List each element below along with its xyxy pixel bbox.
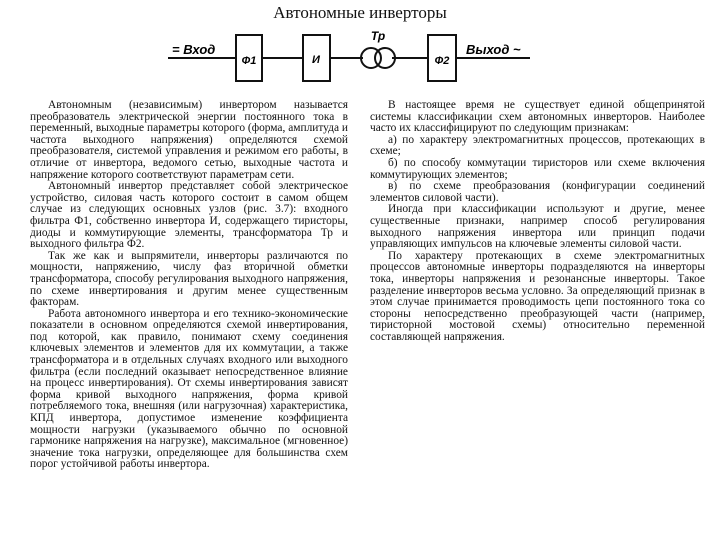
left-paragraph-3: Так же как и выпрямители, инверторы различаются по мощности, напряжению, числу фаз вторичной обметки трансформатора, способу регулирования выходного напряжения, по схеме инвертирования и другим менее существенным факторам. bbox=[30, 249, 348, 309]
left-text-column bbox=[30, 100, 348, 471]
left-paragraph-4: Работа автономного инвертора и его технико-экономические показатели в основном определяются схемой инвертирования, под которой, как правило, понимают схему соединения ключевых элементов и элементов для их коммутации, а также трансформатора и в отдельных случаях входного или выходного фильтра (если последний оказывает непосредственное влияние на процесс инвертирования). От схемы инвертирования зависят форма кривой выходного напряжения, форма кривой потребляемого тока, внешняя (или нагрузочная) характеристика, КПД инвертора, допустимое изменение коэффициента мощности нагрузки (указываемого обычно по основной гармонике напряжения на нагрузке), максимальное (мгновенное) значение тока нагрузки, определяющее для большинства схем порог устойчивой работы инвертора. bbox=[30, 307, 348, 471]
left-paragraph-2: Автономный инвертор представляет собой электрическое устройство, силовая часть которого состоит в самом общем случае из следующих основных узлов (рис. 3.7): входного фильтра Ф1, собственно инвертора И, содержащего тиристоры, диоды и коммутирующие элементы, трансформатора Тр и выходного фильтра Ф2. bbox=[30, 180, 348, 251]
transformer-label: Тр bbox=[370, 29, 386, 43]
right-list-item-b: б) по способу коммутации тиристоров или схеме включения коммутирующих элементов; bbox=[370, 156, 705, 181]
right-paragraph-2: Иногда при классификации используют и другие, менее существенные признаки, например способ регулирования выходного напряжения инвертора или принцип подачи управляющих импульсов на ключевые элементы силовой части. bbox=[370, 203, 705, 251]
right-paragraph-3: По характеру протекающих в схеме электромагнитных процессов автономные инверторы подразделяются на инверторы тока, инверторы напряжения и резонансные инверторы. Такое разделение инверторов весьма условно. За определяющий признак в этом случае принимается проводимость цепи постоянного тока со стороны непосредственно преобразующей части (например, тиристорной мостовой схемы) относительно переменной составляющей напряжения. bbox=[370, 249, 705, 343]
block-diagram bbox=[0, 24, 720, 100]
right-list-item-a: а) по характеру электромагнитных процессов, протекающих в схеме; bbox=[370, 133, 705, 158]
page-title: Автономные инверторы bbox=[273, 3, 447, 22]
right-text-column bbox=[370, 100, 705, 343]
input-label: = Вход bbox=[172, 42, 216, 57]
right-paragraph-1: В настоящее время не существует единой общепринятой системы классификации схем автономных инверторов. Наиболее часто их классифицируют по следующим признакам: bbox=[370, 99, 705, 135]
right-list-item-c: в) по схеме преобразования (конфигурации соединений элементов силовой части). bbox=[370, 180, 705, 204]
block-f2-label: Ф2 bbox=[434, 55, 450, 67]
output-label: Выход ~ bbox=[466, 42, 521, 57]
block-f1-label: Ф1 bbox=[241, 55, 257, 67]
left-paragraph-1: Автономным (независимым) инвертором называется преобразователь электрической энергии постоянного тока в переменный, выходные параметры которого (форма, амплитуда и частота выходного напряжения) определяются схемой преобразователя, системой управления и режимом его работы, в отличие от инвертора, ведомого сетью, выходные частота и напряжение которого соответствуют параметрам сети. bbox=[30, 99, 348, 181]
block-i-label: И bbox=[312, 54, 320, 66]
